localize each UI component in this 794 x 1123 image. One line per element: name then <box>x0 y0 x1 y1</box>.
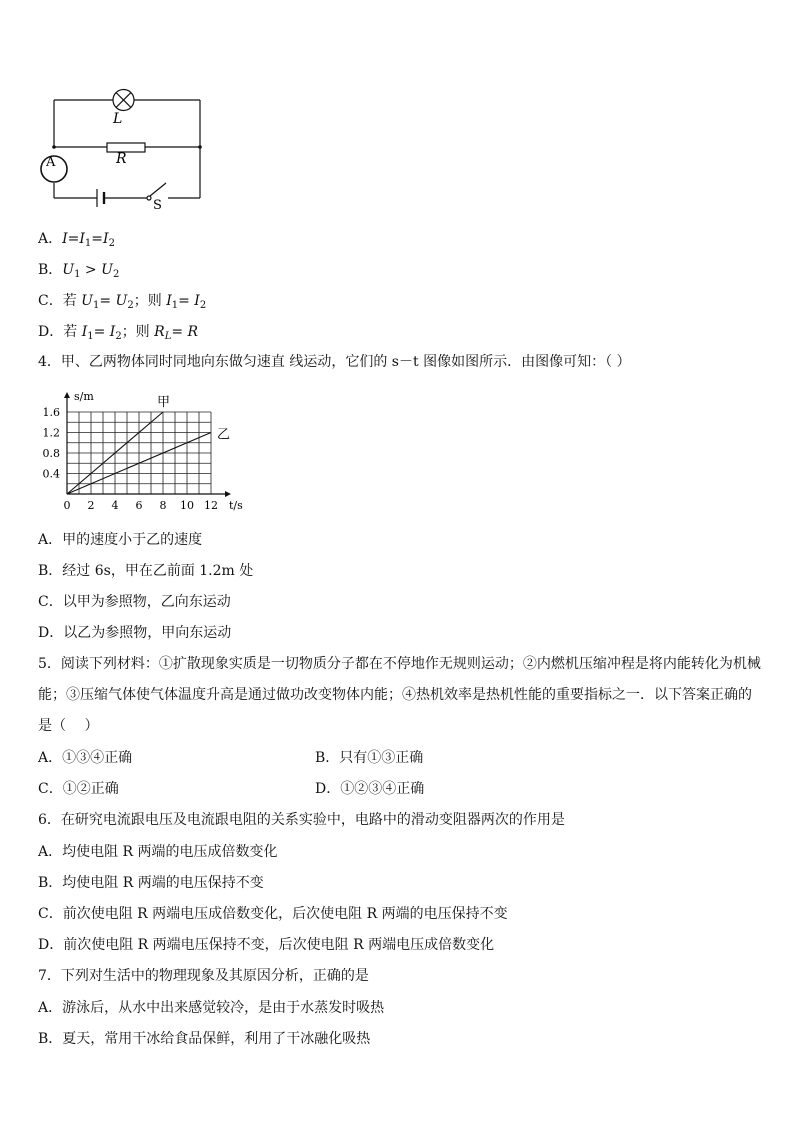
series-label-1: 甲 <box>157 395 171 410</box>
q5-option-b: B．只有①③正确 <box>315 750 424 766</box>
q7-option-b: B．夏天，常用干冰给食品保鲜，利用了干冰融化吸热 <box>38 1031 371 1047</box>
junction-dot <box>198 145 202 149</box>
q3-option-b: B．$U_1 > U_2$ <box>38 262 120 280</box>
y-tick-label: 0.8 <box>42 447 60 460</box>
lamp-label: L <box>113 111 123 127</box>
q5-option-c: C．①②正确 <box>38 781 119 797</box>
q5-stem-line-3: 是（ ） <box>38 718 99 734</box>
q5-option-d: D．①②③④正确 <box>315 781 425 797</box>
q5-stem-line-1: 5．阅读下列材料：①扩散现象实质是一切物质分子都在不停地作无规则运动；②内燃机压缩冲程是将内能转化为机械 <box>38 656 761 672</box>
q6-option-a: A．均使电阻 R 两端的电压成倍数变化 <box>38 844 278 860</box>
series-label-2: 乙 <box>217 427 231 443</box>
q5-stem-line-2: 能；③压缩气体使气体温度升高是通过做功改变物体内能；④热机效率是热机性能的重要指标之一．以下答案正确的 <box>38 687 752 703</box>
q6-stem: 6．在研究电流跟电压及电流跟电阻的关系实验中，电路中的滑动变阻器两次的作用是 <box>38 812 565 828</box>
q4-option-a: A．甲的速度小于乙的速度 <box>38 532 203 548</box>
q6-option-d: D．前次使电阻 R 两端电压保持不变，后次使电阻 R 两端电压成倍数变化 <box>38 937 495 953</box>
y-axis-arrow <box>64 392 70 398</box>
s-t-chart <box>38 390 243 522</box>
x-tick-label: 10 <box>180 499 194 512</box>
q5-option-a: A．①③④正确 <box>38 750 133 766</box>
q4-stem: 4．甲、乙两物体同时同地向东做匀速直 线运动，它们的 s－t 图像如图所示．由图像可知：（ ） <box>38 354 631 370</box>
ammeter-label: A <box>46 155 56 170</box>
y-tick-label: 1.2 <box>42 426 60 440</box>
battery-symbol <box>97 189 104 207</box>
y-axis-label: s/m <box>74 390 94 403</box>
q6-option-b: B．均使电阻 R 两端的电压保持不变 <box>38 875 264 891</box>
switch-label: S <box>153 198 162 213</box>
q6-option-c: C．前次使电阻 R 两端电压成倍数变化，后次使电阻 R 两端的电压保持不变 <box>38 906 508 922</box>
q7-option-a: A．游泳后，从水中出来感觉较冷，是由于水蒸发时吸热 <box>38 1000 385 1016</box>
x-tick-label: 0 <box>63 499 71 512</box>
x-tick-label: 8 <box>159 499 167 512</box>
junction-dot <box>52 145 56 149</box>
x-axis-arrow <box>225 491 231 497</box>
q4-option-d: D．以乙为参照物，甲向东运动 <box>38 625 232 641</box>
circuit-diagram <box>36 85 236 215</box>
q3-option-d: D．若 $I_1= I_2$；则 $R_L= R$ <box>38 324 199 342</box>
x-axis-label: t/s <box>229 499 243 512</box>
y-tick-label: 1.6 <box>42 406 60 419</box>
q4-option-c: C．以甲为参照物，乙向东运动 <box>38 594 231 610</box>
lamp-symbol <box>113 90 134 111</box>
y-tick-label: 0.4 <box>42 467 60 481</box>
resistor-label: R <box>116 151 127 167</box>
x-tick-label: 12 <box>204 499 218 512</box>
q3-option-a: A．$I=I_1=I_2$ <box>38 231 115 249</box>
q4-option-b: B．经过 6s，甲在乙前面 1.2m 处 <box>38 563 254 579</box>
q7-stem: 7．下列对生活中的物理现象及其原因分析，正确的是 <box>38 968 369 984</box>
x-tick-label: 6 <box>135 499 143 512</box>
x-tick-label: 4 <box>111 499 119 512</box>
x-tick-label: 2 <box>87 499 95 512</box>
q3-option-c: C．若 $U_1= U_2$；则 $I_1= I_2$ <box>38 293 207 311</box>
